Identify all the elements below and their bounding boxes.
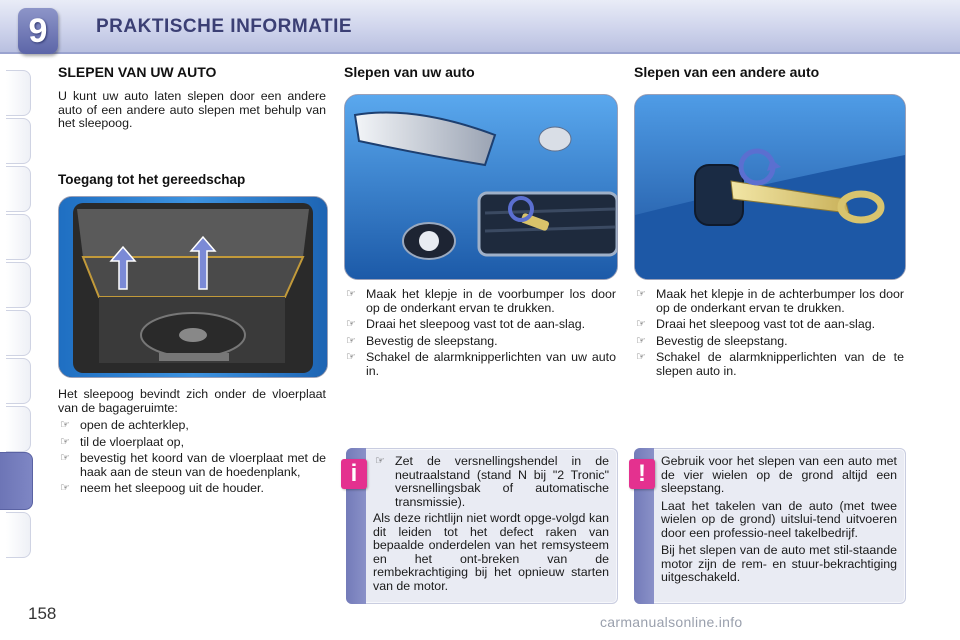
tool-location-text (58, 388, 326, 499)
intro-paragraph: U kunt uw auto laten slepen door een andere auto of een andere auto slepen met behulp van het sleepoog. (58, 89, 326, 130)
chapter-tab-rail (0, 60, 34, 580)
info-note-box (346, 448, 618, 604)
step-list (344, 288, 616, 378)
list-item: ☞ Schakel de alarmknipperlichten van uw auto in. (346, 350, 616, 378)
list-item: ☞ Draai het sleepoog vast tot de aan-slag. (636, 317, 876, 331)
hand-pointer-icon: ☞ (375, 455, 385, 467)
hand-pointer-icon: ☞ (346, 288, 356, 300)
hand-pointer-icon: ☞ (346, 334, 356, 347)
note-paragraph: Gebruik voor het slepen van een auto met de vier wielen op de grond altijd een sleepstang. (661, 454, 897, 495)
chapter-tab[interactable] (6, 166, 31, 212)
chapter-tab[interactable] (6, 118, 31, 164)
hand-pointer-icon: ☞ (60, 419, 70, 431)
chapter-tab[interactable] (6, 358, 31, 404)
hand-pointer-icon: ☞ (636, 351, 646, 363)
trunk-photo (58, 196, 328, 378)
page-title: PRAKTISCHE INFORMATIE (96, 16, 353, 37)
warning-icon: ! (629, 459, 655, 489)
chapter-tab[interactable] (6, 214, 31, 260)
list-item: ☞ Zet de versnellingshendel in de neutraalstand (stand N bij "2 Tronic" versnellingsbak of automatische transmissie). (375, 454, 609, 509)
step-list (58, 419, 326, 496)
hand-pointer-icon: ☞ (346, 351, 356, 363)
chapter-tab-active[interactable] (0, 452, 33, 510)
chapter-number-badge: 9 (18, 8, 58, 54)
body-paragraph: Het sleepoog bevindt zich onder de vloerplaat van de bagageruimte: (58, 387, 326, 415)
chapter-tab[interactable] (6, 406, 31, 452)
list-item: ☞ neem het sleepoog uit de houder. (60, 481, 264, 495)
list-item: ☞ til de vloerplaat op, (60, 434, 185, 449)
subtitle-tools-access: Toegang tot het gereedschap (58, 172, 246, 187)
list-item: ☞ open de achterklep, (60, 418, 189, 432)
note-body (661, 455, 897, 589)
note-paragraph: Bij het slepen van de auto met stil-staande motor zijn de rem- en stuur-bekrachtiging uitgeschakeld. (661, 543, 897, 584)
chapter-tab[interactable] (6, 70, 31, 116)
section-title-tow-other-car: Slepen van een andere auto (634, 64, 820, 80)
list-item: ☞ Maak het klepje in de achterbumper los door op de onderkant ervan te drukken. (636, 287, 904, 315)
hand-pointer-icon: ☞ (636, 334, 646, 347)
step-list (373, 455, 609, 509)
page-number: 158 (28, 604, 57, 623)
hand-pointer-icon: ☞ (60, 482, 70, 494)
section-title-tow-your-car: Slepen van uw auto (344, 64, 475, 80)
list-item: ☞ Maak het klepje in de voorbumper los door op de onderkant ervan te drukken. (346, 287, 616, 315)
list-item: ☞ bevestig het koord van de vloerplaat met de haak aan de steun van de hoedenplank, (60, 451, 326, 479)
note-paragraph: Laat het takelen van de auto (met twee wielen op de grond) uitslui-tend uitvoeren door een professio-neel takelbedrijf. (661, 498, 897, 540)
tow-other-car-steps (634, 288, 904, 381)
page-header (0, 0, 960, 54)
watermark: carmanualsonline.info (600, 614, 743, 630)
step-list (634, 288, 904, 378)
hand-pointer-icon: ☞ (636, 288, 646, 300)
note-paragraph: Als deze richtlijn niet wordt opge-volgd kan dit leiden tot het defect raken van bepaalde onderdelen van het remsysteem en het ont-breken van de rembekrachtiging bij het opnieuw starten van de motor. (373, 511, 609, 593)
rear-bumper-photo (634, 94, 906, 280)
list-item: ☞ Draai het sleepoog vast tot de aan-slag. (346, 317, 586, 331)
front-bumper-photo (344, 94, 618, 280)
list-item: ☞ Bevestig de sleepstang. (636, 333, 788, 348)
chapter-tab[interactable] (6, 310, 31, 356)
chapter-tab[interactable] (6, 262, 31, 308)
list-item: ☞ Schakel de alarmknipperlichten van de te slepen auto in. (636, 350, 904, 378)
section-title-towing: SLEPEN VAN UW AUTO (58, 64, 217, 80)
tow-your-car-steps (344, 288, 616, 381)
list-item: ☞ Bevestig de sleepstang. (346, 333, 498, 348)
chapter-tab[interactable] (6, 512, 31, 558)
warning-note-box (634, 448, 906, 604)
hand-pointer-icon: ☞ (636, 318, 646, 330)
hand-pointer-icon: ☞ (346, 318, 356, 330)
hand-pointer-icon: ☞ (60, 435, 70, 448)
note-body (373, 455, 609, 597)
info-icon: i (341, 459, 367, 489)
hand-pointer-icon: ☞ (60, 452, 70, 464)
